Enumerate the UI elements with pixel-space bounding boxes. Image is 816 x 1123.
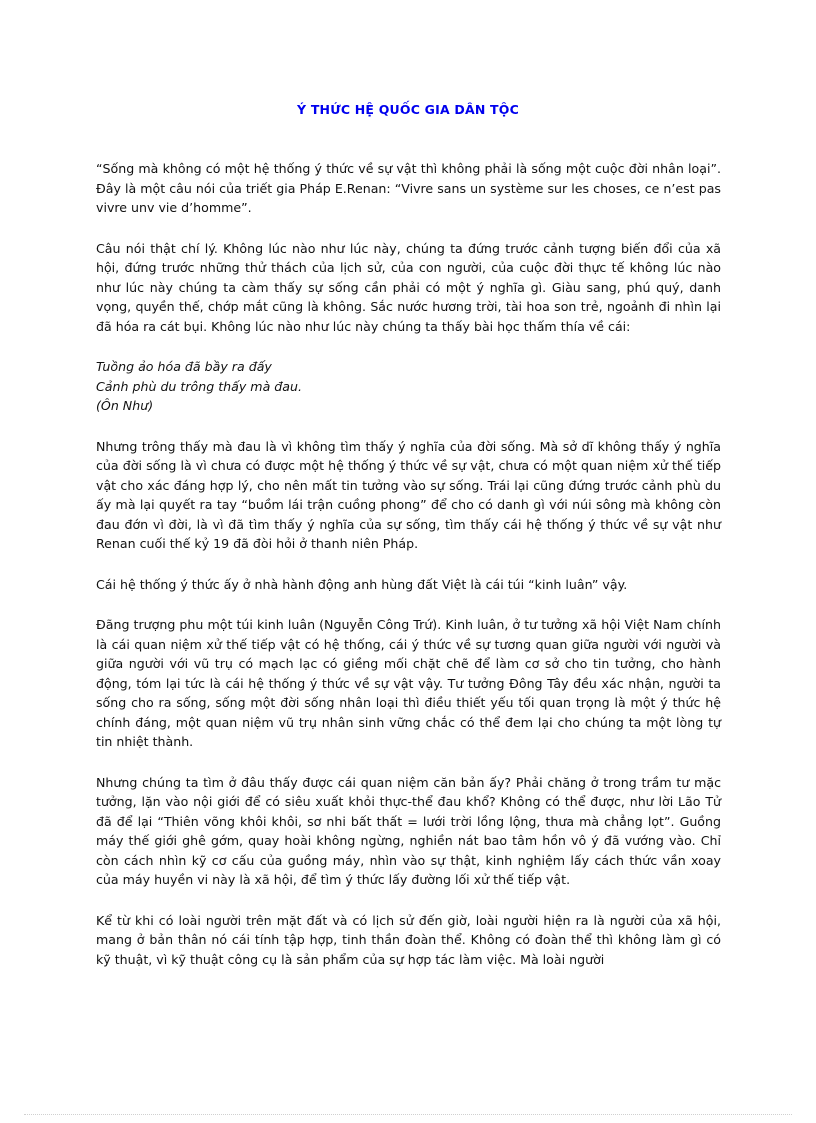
page-footer-divider (24, 1114, 792, 1115)
poem-quote (96, 357, 721, 416)
document-title: Ý THỨC HỆ QUỐC GIA DÂN TỘC (297, 102, 519, 117)
poem-attribution: (Ôn Như) (96, 398, 154, 413)
paragraph: Cái hệ thống ý thức ấy ở nhà hành động anh hùng đất Việt là cái túi “kinh luân” vậy. (96, 576, 628, 592)
poem-line: Tuồng ảo hóa đã bầy ra đấy (96, 359, 272, 374)
paragraph: Câu nói thật chí lý. Không lúc nào như lúc này, chúng ta đứng trước cảnh tượng biến đổi của xã hội, đứng trước những thử thách của lịch sử, của con người, của cuộc đời thực tế không lúc nào như lúc này chúng ta càm thấy sự sống cần phải có một ý nghĩa gì. Giàu sang, phú quý, danh vọng, quyền thế, chớp mắt cũng là không. Sắc nước hương trời, tài hoa son trẻ, ngoảnh đi nhìn lại đã hóa ra cát bụi. Không lúc nào như lúc này chúng ta thấy bài học thấm thía về cái: (96, 240, 721, 334)
paragraph: Kể từ khi có loài người trên mặt đất và có lịch sử đến giờ, loài người hiện ra là người của xã hội, mang ở bản thân nó cái tính tập hợp, tinh thần đoàn thể. Không có đoàn thể thì không làm gì có kỹ thuật, vì kỹ thuật công cụ là sản phẩm của sự hợp tác làm việc. Mà loài người (96, 912, 721, 967)
paragraph: Nhưng trông thấy mà đau là vì không tìm thấy ý nghĩa của đời sống. Mà sở dĩ không thấy ý nghĩa của đời sống là vì chưa có được một hệ thống ý thức về sự vật, chưa có một quan niệm xử thế tiếp vật cho xác đáng hợp lý, cho nên mất tin tưởng vào sự sống. Trái lại cũng đứng trước cảnh phù du ấy mà lại quyết ra tay “buồm lái trận cuồng phong” để cho có danh gì với núi sông mà không còn đau đớn vì đời, là vì đã tìm thấy ý nghĩa của sự sống, tìm thấy cái hệ thống ý thức về sự vật như Renan cuối thế kỷ 19 đã đòi hỏi ở thanh niên Pháp. (96, 438, 721, 551)
poem-line: Cảnh phù du trông thấy mà đau. (96, 378, 302, 394)
paragraph: “Sống mà không có một hệ thống ý thức về sự vật thì không phải là sống một cuộc đời nhân loại”. Đây là một câu nói của triết gia Pháp E.Renan: “Vivre sans un système sur les choses, ce n’est pas vivre unv vie d’homme”. (96, 161, 721, 215)
paragraph: Nhưng chúng ta tìm ở đâu thấy được cái quan niệm căn bản ấy? Phải chăng ở trong trầm tư mặc tưởng, lặn vào nội giới để có siêu xuất khỏi thực-thể đau khổ? Không có thể được, như lời Lão Tử đã để lại “Thiên võng khôi khôi, sơ nhi bất thất = lưới trời lồng lộng, thưa mà chẳng lọt”. Guồng máy thế giới ghê gớm, quay hoài không ngừng, nghiền nát bao tâm hồn vô ý đã vướng vào. Chỉ còn cách nhìn kỹ cơ cấu của guồng máy, nhìn vào sự thật, kinh nghiệm lấy cách thức vần xoay của máy huyền vi này là xã hội, để tìm ý thức lấy đường lối xử thế tiếp vật. (96, 774, 721, 887)
paragraph: Đãng trượng phu một túi kinh luân (Nguyễn Công Trứ). Kinh luân, ở tư tưởng xã hội Việt Nam chính là cái quan niệm xử thế tiếp vật có hệ thống, cái ý thức về sự tương quan giữa người với người và giữa người với vũ trụ có mạch lạc có giềng mối chặt chẽ để làm cơ sở cho tin tưởng, cho hành động, tóm lại tức là cái hệ thống ý thức về sự vật vậy. Tư tưởng Đông Tây đều xác nhận, người ta sống cho ra sống, sống một đời sống nhân loại thì điều thiết yếu tối quan trọng là một ý thức hệ chính đáng, một quan niệm vũ trụ nhân sinh vững chắc có thể đem lại cho chúng ta một lòng tự tin nhiệt thành. (96, 617, 721, 749)
document-body (96, 159, 721, 990)
